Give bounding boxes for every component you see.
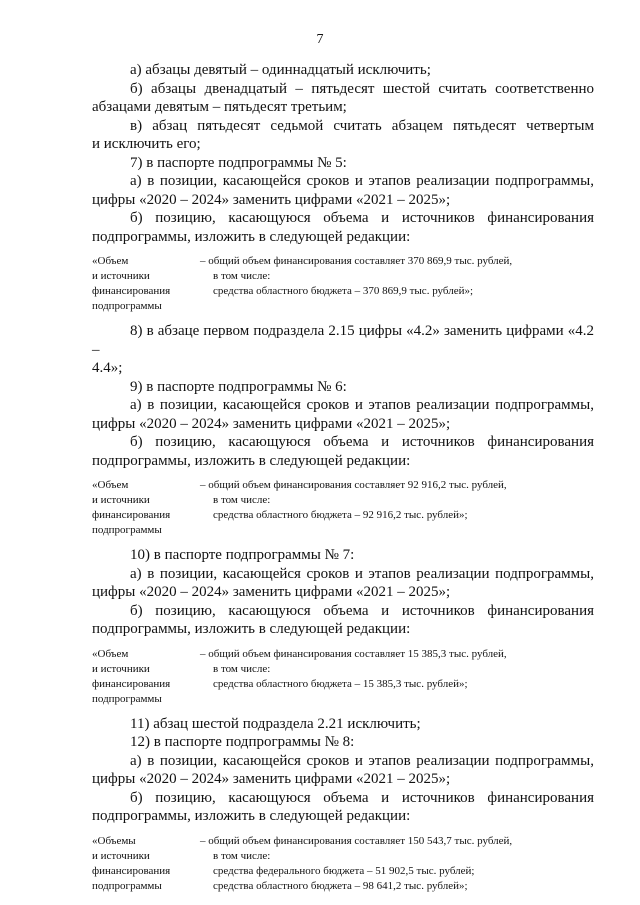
item-12-a-line1: а) в позиции, касающейся сроков и этапов реализации подпрограммы, (130, 752, 594, 769)
item-9-a-line1: а) в позиции, касающейся сроков и этапов реализации подпрограммы, (130, 397, 594, 413)
funding-table-5 (92, 254, 594, 314)
item-8-line2: 4.4»; (92, 360, 123, 376)
paragraph-a-delete: а) абзацы девятый – одиннадцатый исключить; (130, 62, 431, 78)
item-7-b-line2: подпрограммы, изложить в следующей редакции: (92, 228, 411, 245)
funding-table-7-value: – общий объем финансирования составляет 15 385,3 тыс. рублей, в том числе: средства областного бюджета – 15 385,3 тыс. рублей»; (200, 647, 507, 690)
item-10-heading: 10) в паспорте подпрограммы № 7: (130, 547, 355, 563)
item-9-b-line1: б) позицию, касающуюся объема и источников финансирования (130, 434, 594, 450)
funding-table-5-label: «Объем и источники финансирования подпрограммы (92, 255, 171, 312)
paragraph-v-line2: и исключить его; (92, 136, 201, 152)
document-body (92, 61, 594, 894)
item-10-a-line2: цифры «2020 – 2024» заменить цифрами «2021 – 2025»; (92, 584, 451, 600)
funding-table-6 (92, 478, 594, 538)
item-7-a-line1: а) в позиции, касающейся сроков и этапов реализации подпрограммы, (130, 173, 594, 189)
item-10-b-line1: б) позицию, касающуюся объема и источников финансирования (130, 602, 594, 619)
item-7-heading: 7) в паспорте подпрограммы № 5: (130, 154, 347, 171)
paragraph-b-renumber-line1: б) абзацы двенадцатый – пятьдесят шестой считать соответственно (130, 80, 594, 97)
item-12-b-line1: б) позицию, касающуюся объема и источников финансирования (130, 789, 594, 806)
item-12-a-line2: цифры «2020 – 2024» заменить цифрами «2021 – 2025»; (92, 771, 451, 787)
funding-table-7-label: «Объем и источники финансирования подпрограммы (92, 647, 171, 705)
funding-table-5-value: – общий объем финансирования составляет 370 869,9 тыс. рублей, в том числе: средства областного бюджета – 370 869,9 тыс. рублей»; (200, 255, 513, 297)
funding-table-8-value: – общий объем финансирования составляет 150 543,7 тыс. рублей, в том числе: средства федерального бюджета – 51 902,5 тыс. рублей; средства областного бюджета – 98 641,2 тыс. рублей»; (200, 834, 513, 892)
item-9-a-line2: цифры «2020 – 2024» заменить цифрами «2021 – 2025»; (92, 415, 451, 432)
item-10-a-line1: а) в позиции, касающейся сроков и этапов реализации подпрограммы, (130, 565, 594, 582)
item-7-b-line1: б) позицию, касающуюся объема и источников финансирования (130, 210, 594, 226)
funding-table-8 (92, 834, 594, 894)
funding-table-6-value: – общий объем финансирования составляет 92 916,2 тыс. рублей, в том числе: средства областного бюджета – 92 916,2 тыс. рублей»; (200, 479, 507, 521)
item-8-line1: 8) в абзаце первом подраздела 2.15 цифры «4.2» заменить цифрами «4.2 – (92, 323, 594, 358)
paragraph-v-line1: в) абзац пятьдесят седьмой считать абзацем пятьдесят четвертым (130, 117, 594, 134)
item-12-b-line2: подпрограммы, изложить в следующей редакции: (92, 808, 411, 824)
item-10-b-line2: подпрограммы, изложить в следующей редакции: (92, 621, 411, 637)
funding-table-7 (92, 647, 594, 707)
paragraph-b-renumber-line2: абзацами девятым – пятьдесят третьим; (92, 99, 347, 115)
funding-table-6-label: «Объем и источники финансирования подпрограммы (92, 479, 171, 536)
item-11: 11) абзац шестой подраздела 2.21 исключить; (130, 715, 421, 732)
page-number: 7 (316, 32, 324, 47)
funding-table-8-label: «Объемы и источники финансирования подпрограммы (92, 834, 171, 892)
item-12-heading: 12) в паспорте подпрограммы № 8: (130, 734, 355, 750)
item-7-a-line2: цифры «2020 – 2024» заменить цифрами «2021 – 2025»; (92, 191, 451, 208)
item-9-heading: 9) в паспорте подпрограммы № 6: (130, 378, 347, 395)
item-9-b-line2: подпрограммы, изложить в следующей редакции: (92, 452, 411, 469)
